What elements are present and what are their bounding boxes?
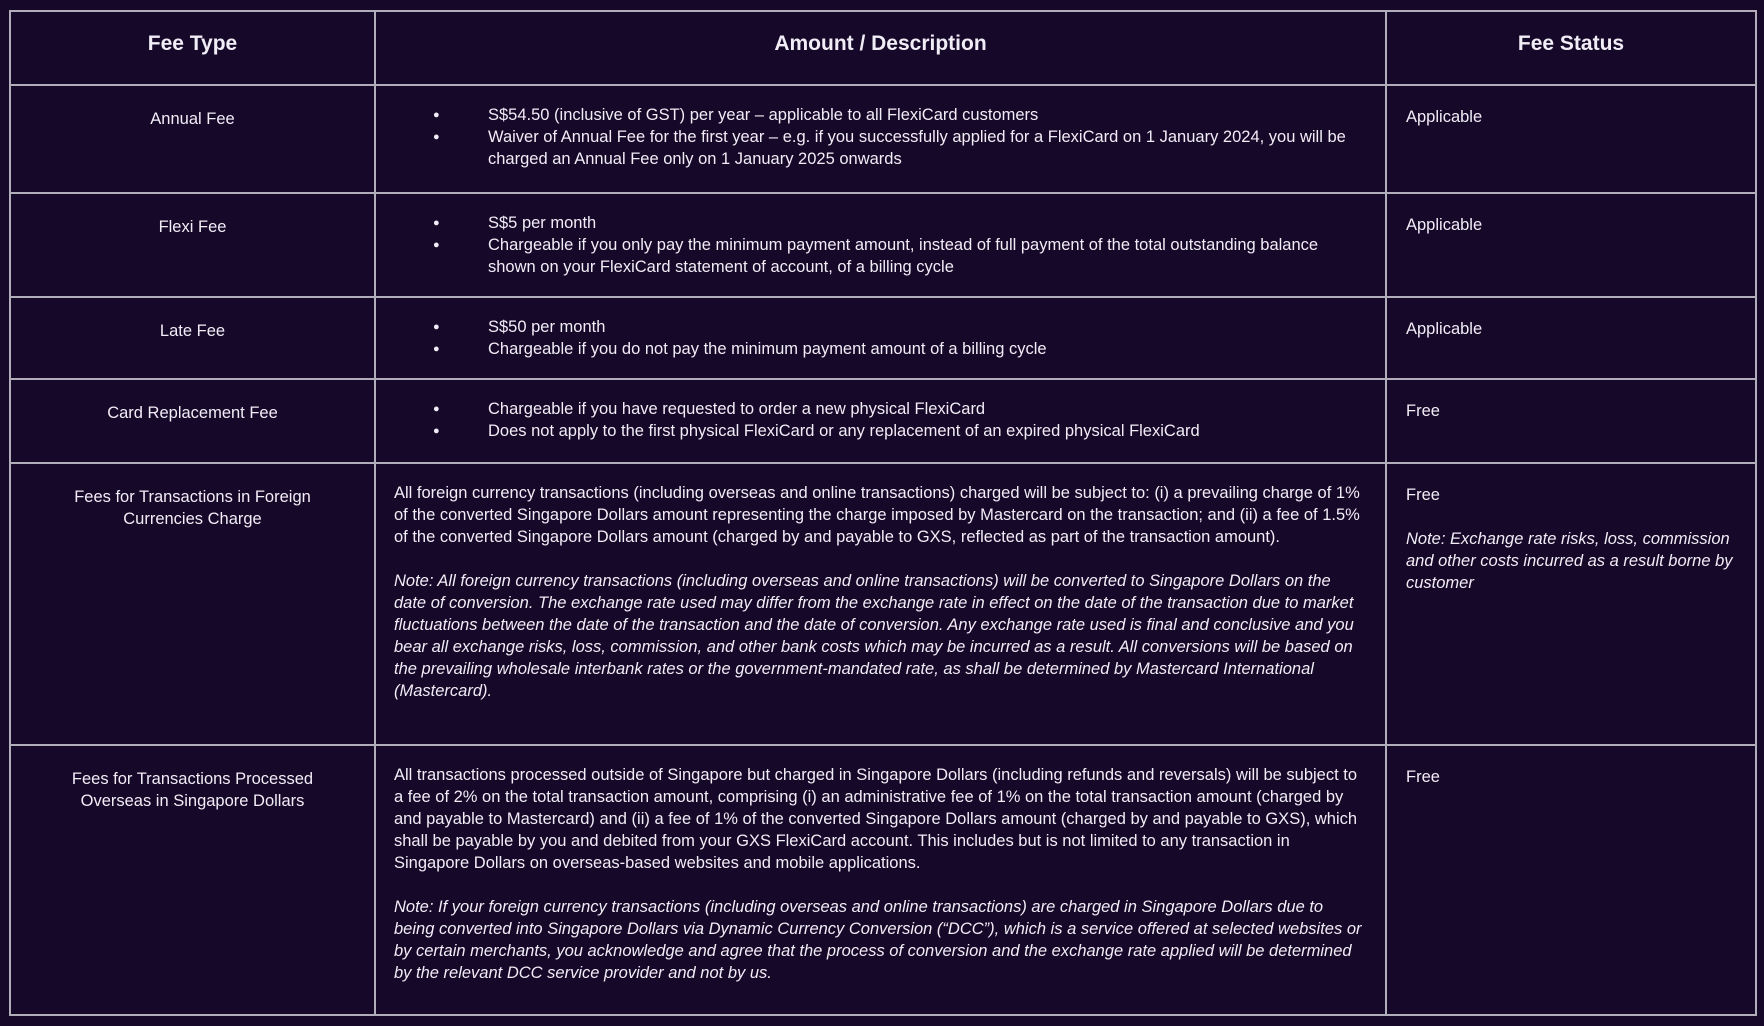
description-cell xyxy=(375,745,1386,1015)
status-cell xyxy=(1386,745,1756,1015)
fee-type-cell: Card Replacement Fee xyxy=(10,379,375,463)
fee-description-paragraph: All transactions processed outside of Singapore but charged in Singapore Dollars (including refunds and reversals) will be subject to a fee of 2% on the total transaction amount, comprising (i) an administrative fee of 1% on the total transaction amount (charged by and payable to Mastercard) and (ii) a fee of 1% of the converted Singapore Dollars amount (charged by and payable to GXS), which shall be payable by you and debited from your GXS FlexiCard account. This includes but is not limited to any transaction in Singapore Dollars on overseas-based websites and mobile applications. xyxy=(394,766,1358,872)
status-value: Free xyxy=(1406,768,1440,786)
fee-description-list xyxy=(394,398,1367,442)
fee-description-list xyxy=(394,316,1367,360)
table-row-annual-fee xyxy=(10,85,1756,193)
table-row-card-replacement-fee xyxy=(10,379,1756,463)
fee-description-note: Note: If your foreign currency transactions (including overseas and online transactions) are charged in Singapore Dollars due to being converted into Singapore Dollars via Dynamic Currency Conversion (“DCC”), which is a service offered at selected websites or by certain merchants, you acknowledge and agree that the process of conversion and the exchange rate applied will be determined by the relevant DCC service provider and not by us. xyxy=(394,898,1362,982)
table-row-late-fee xyxy=(10,297,1756,379)
status-cell: Applicable xyxy=(1386,85,1756,193)
description-cell xyxy=(375,85,1386,193)
description-cell xyxy=(375,379,1386,463)
fee-description-item: ● S$50 per month xyxy=(433,316,1347,338)
column-header-fee-status: Fee Status xyxy=(1386,11,1756,85)
column-header-fee-type: Fee Type xyxy=(10,11,375,85)
fee-description-item: ● S$54.50 (inclusive of GST) per year – applicable to all FlexiCard customers xyxy=(433,104,1347,126)
fee-type-cell: Late Fee xyxy=(10,297,375,379)
column-header-amount-description: Amount / Description xyxy=(375,11,1386,85)
fee-description-item: ● Does not apply to the first physical FlexiCard or any replacement of an expired physical FlexiCard xyxy=(433,420,1347,442)
status-cell: Free xyxy=(1386,379,1756,463)
fee-description-item: ● Waiver of Annual Fee for the first year – e.g. if you successfully applied for a FlexiCard on 1 January 2024, you will be charged an Annual Fee only on 1 January 2025 onwards xyxy=(433,126,1347,170)
table-row-foreign-currency-transaction-fee xyxy=(10,463,1756,745)
fee-description-item: ● Chargeable if you do not pay the minimum payment amount of a billing cycle xyxy=(433,338,1347,360)
status-value: Free xyxy=(1406,486,1440,504)
fee-description-list xyxy=(394,104,1367,170)
fee-description-list xyxy=(394,212,1367,278)
fee-description-item: ● Chargeable if you only pay the minimum payment amount, instead of full payment of the total outstanding balance shown on your FlexiCard statement of account, of a billing cycle xyxy=(433,234,1347,278)
status-cell xyxy=(1386,463,1756,745)
fee-description-item: ● S$5 per month xyxy=(433,212,1347,234)
description-cell xyxy=(375,193,1386,297)
table-row-flexi-fee xyxy=(10,193,1756,297)
description-cell xyxy=(375,297,1386,379)
description-cell xyxy=(375,463,1386,745)
table-row-overseas-sgd-transaction-fee xyxy=(10,745,1756,1015)
fee-description-paragraph: All foreign currency transactions (including overseas and online transactions) charged will be subject to: (i) a prevailing charge of 1% of the converted Singapore Dollars amount representing the charge imposed by Mastercard on the transaction; and (ii) a fee of 1.5% of the converted Singapore Dollars amount (charged by and payable to GXS, reflected as part of the transaction amount). xyxy=(394,484,1360,546)
status-note: Note: Exchange rate risks, loss, commission and other costs incurred as a result borne by customer xyxy=(1406,530,1733,592)
status-cell: Applicable xyxy=(1386,193,1756,297)
fee-type-cell: Fees for Transactions Processed Overseas in Singapore Dollars xyxy=(10,745,375,1015)
fee-type-cell: Annual Fee xyxy=(10,85,375,193)
fee-type-cell: Flexi Fee xyxy=(10,193,375,297)
header-row xyxy=(10,11,1756,85)
fee-description-item: ● Chargeable if you have requested to order a new physical FlexiCard xyxy=(433,398,1347,420)
fee-schedule-table xyxy=(9,10,1757,1016)
status-cell: Applicable xyxy=(1386,297,1756,379)
fee-description-note: Note: All foreign currency transactions (including overseas and online transactions) will be converted to Singapore Dollars on the date of conversion. The exchange rate used may differ from the exchange rate in effect on the date of the transaction due to market fluctuations between the date of the transaction and the date of conversion. Any exchange rate used is final and conclusive and you bear all exchange risks, loss, commission, and other bank costs which may be incurred as a result. All conversions will be based on the prevailing wholesale interbank rates or the government-mandated rate, as shall be determined by Mastercard International (Mastercard). xyxy=(394,572,1354,700)
fee-type-cell: Fees for Transactions in Foreign Currencies Charge xyxy=(10,463,375,745)
